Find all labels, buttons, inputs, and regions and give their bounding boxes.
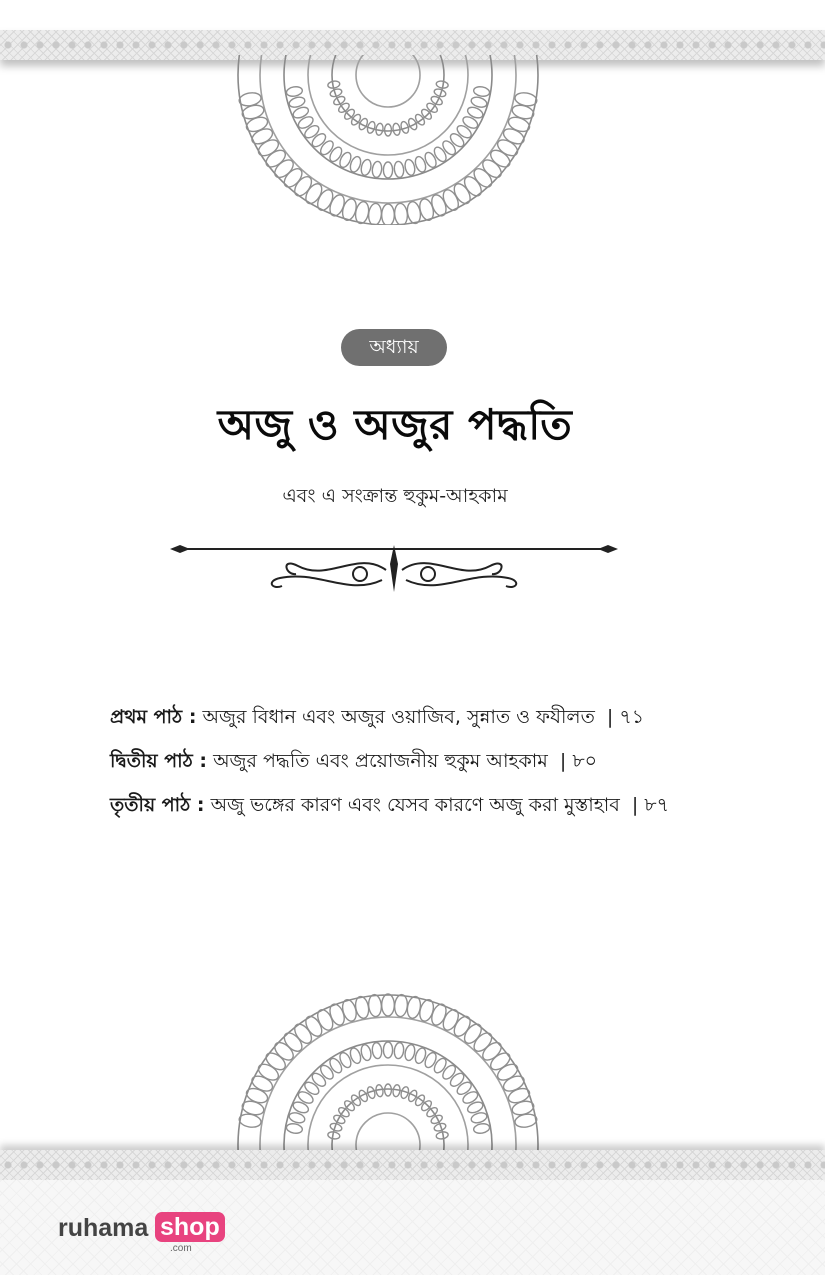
lesson-page-number: | ৮৭ (631, 794, 669, 816)
flourish-divider (168, 540, 620, 600)
lesson-text: অজুর বিধান এবং অজুর ওয়াজিব, সুন্নাত ও ফযীলত (202, 706, 595, 728)
lesson-label: তৃতীয় পাঠ : (110, 794, 205, 816)
bottom-ornamental-border (0, 1150, 825, 1180)
top-mandala-ornament (232, 55, 544, 225)
lesson-page-number: | ৮০ (559, 750, 598, 772)
logo-shop-badge: shop (155, 1212, 225, 1242)
chapter-subtitle: এবং এ সংক্রান্ত হুকুম-আহকাম (282, 485, 508, 507)
lesson-list (110, 700, 800, 832)
lesson-text: অজুর পদ্ধতি এবং প্রয়োজনীয় হুকুম আহকাম (213, 750, 548, 772)
publisher-logo (58, 1212, 228, 1262)
chapter-title: অজু ও অজুর পদ্ধতি (217, 400, 573, 449)
logo-wordmark: ruhama (58, 1214, 149, 1242)
lesson-page-number: | ৭১ (606, 706, 645, 728)
bottom-mandala-ornament (232, 985, 544, 1150)
chapter-badge: অধ্যায় (341, 329, 447, 366)
lesson-text: অজু ভঙ্গের কারণ এবং যেসব কারণে অজু করা মুস্তাহাব (210, 794, 620, 816)
lesson-item (110, 744, 800, 788)
lesson-label: দ্বিতীয় পাঠ : (110, 750, 208, 772)
lesson-item (110, 788, 800, 832)
lesson-label: প্রথম পাঠ : (110, 706, 197, 728)
logo-domain: .com (170, 1243, 192, 1254)
lesson-item (110, 700, 800, 744)
